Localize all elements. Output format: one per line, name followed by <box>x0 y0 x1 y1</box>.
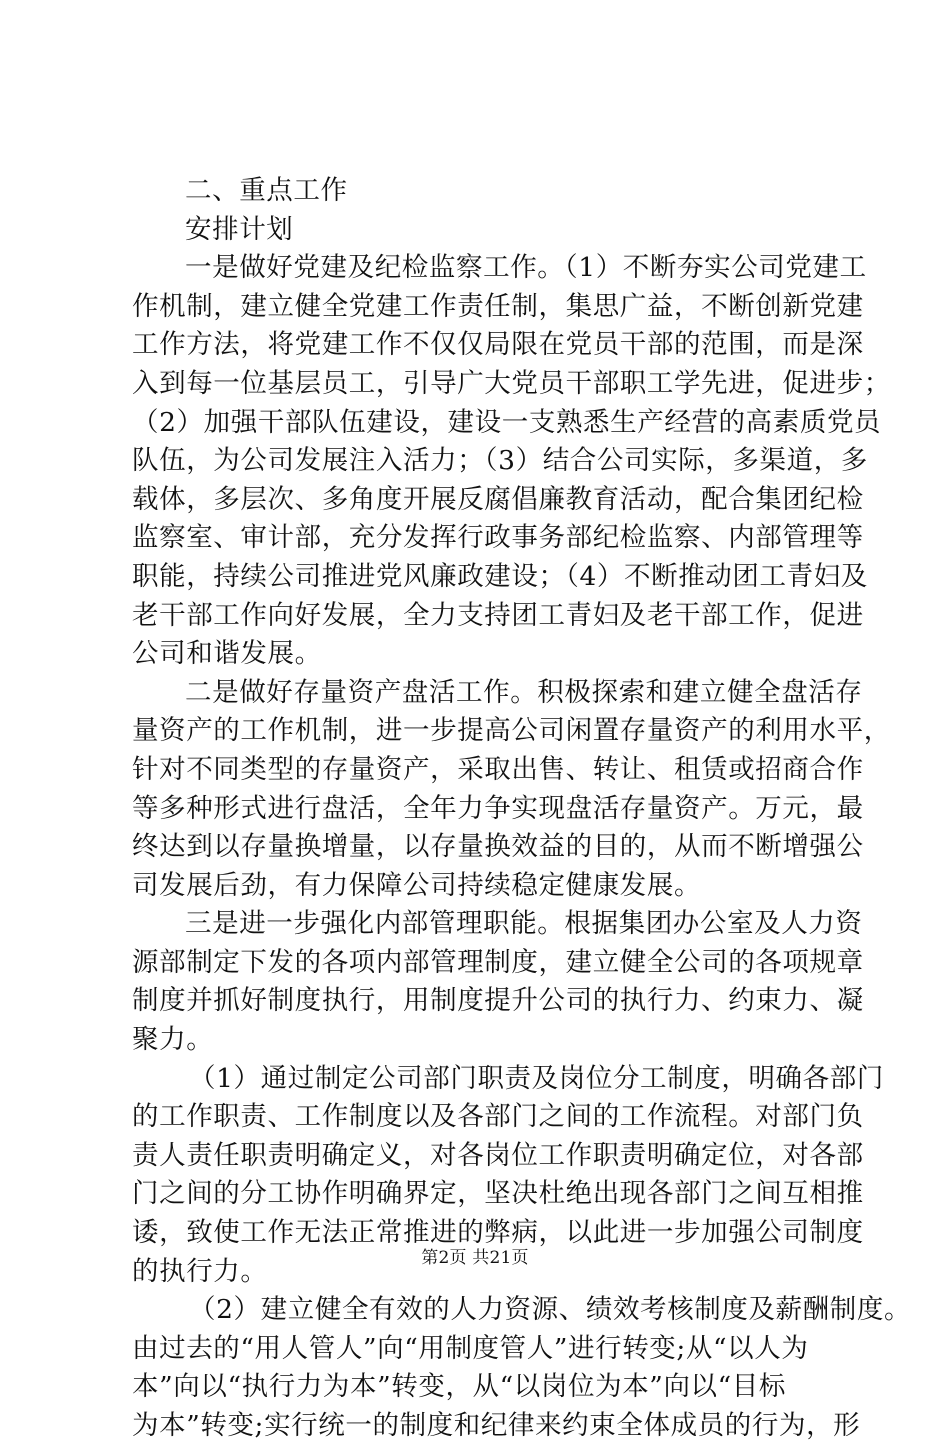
text-line: 为本”转变;实行统一的制度和纪律来约束全体成员的行为，形 <box>132 1410 861 1441</box>
text-line: 由过去的“用人管人”向“用制度管人”进行转变;从“以人为 <box>132 1332 809 1364</box>
text-line: 安排计划 <box>185 213 294 245</box>
text-line: 诿，致使工作无法正常推进的弊病，以此进一步加强公司制度 <box>132 1217 864 1249</box>
text-line: 量资产的工作机制，进一步提高公司闲置存量资产的利用水平， <box>132 715 891 747</box>
text-line: 的工作职责、工作制度以及各部门之间的工作流程。对部门负 <box>132 1101 864 1133</box>
text-line: 队伍，为公司发展注入活力；（3）结合公司实际，多渠道，多 <box>132 445 868 477</box>
text-line: 公司和谐发展。 <box>132 638 322 670</box>
text-line: 聚力。 <box>132 1024 214 1056</box>
text-line: （2）加强干部队伍建设，建设一支熟悉生产经营的高素质党员 <box>132 406 882 438</box>
text-line: 的执行力。 <box>132 1255 268 1287</box>
text-line: 终达到以存量换增量，以存量换效益的目的，从而不断增强公 <box>132 831 864 863</box>
text-line: （1）通过制定公司部门职责及岗位分工制度，明确各部门 <box>189 1062 884 1094</box>
text-line: 监察室、审计部，充分发挥行政事务部纪检监察、内部管理等 <box>132 522 864 554</box>
text-line: 二、重点工作 <box>185 175 348 206</box>
text-line: 三是进一步强化内部管理职能。根据集团办公室及人力资 <box>185 908 863 940</box>
text-line: 本”向以“执行力为本”转变，从“以岗位为本”向以“目标 <box>132 1371 786 1403</box>
text-line: 职能，持续公司推进党风廉政建设；（4）不断推动团工青妇及 <box>132 560 868 592</box>
text-line: 入到每一位基层员工，引导广大党员干部职工学先进，促进步； <box>132 367 891 399</box>
text-line: 司发展后劲，有力保障公司持续稳定健康发展。 <box>132 869 702 901</box>
text-line: 老干部工作向好发展，全力支持团工青妇及老干部工作，促进 <box>132 599 864 631</box>
text-line: 一是做好党建及纪检监察工作。（1）不断夯实公司党建工 <box>185 252 867 284</box>
text-line: 针对不同类型的存量资产，采取出售、转让、租赁或招商合作 <box>132 753 864 785</box>
text-line: 源部制定下发的各项内部管理制度，建立健全公司的各项规章 <box>132 946 864 978</box>
text-line: 制度并抓好制度执行，用制度提升公司的执行力、约束力、凝 <box>132 985 864 1017</box>
text-line: 作机制，建立健全党建工作责任制，集思广益，不断创新党建 <box>132 290 864 322</box>
page-footer: 第2页 共21页 <box>421 1248 529 1268</box>
text-line: 责人责任职责明确定义，对各岗位工作职责明确定位，对各部 <box>132 1139 864 1171</box>
text-line: （2）建立健全有效的人力资源、绩效考核制度及薪酬制度。 <box>189 1294 912 1326</box>
text-line: 工作方法，将党建工作不仅仅局限在党员干部的范围，而是深 <box>132 329 864 361</box>
text-line: 门之间的分工协作明确界定，坚决杜绝出现各部门之间互相推 <box>132 1178 864 1210</box>
text-line: 载体，多层次、多角度开展反腐倡廉教育活动，配合集团纪检 <box>132 483 864 515</box>
text-line: 二是做好存量资产盘活工作。积极探索和建立健全盘活存 <box>185 676 863 708</box>
text-line: 等多种形式进行盘活，全年力争实现盘活存量资产。万元，最 <box>132 792 864 824</box>
